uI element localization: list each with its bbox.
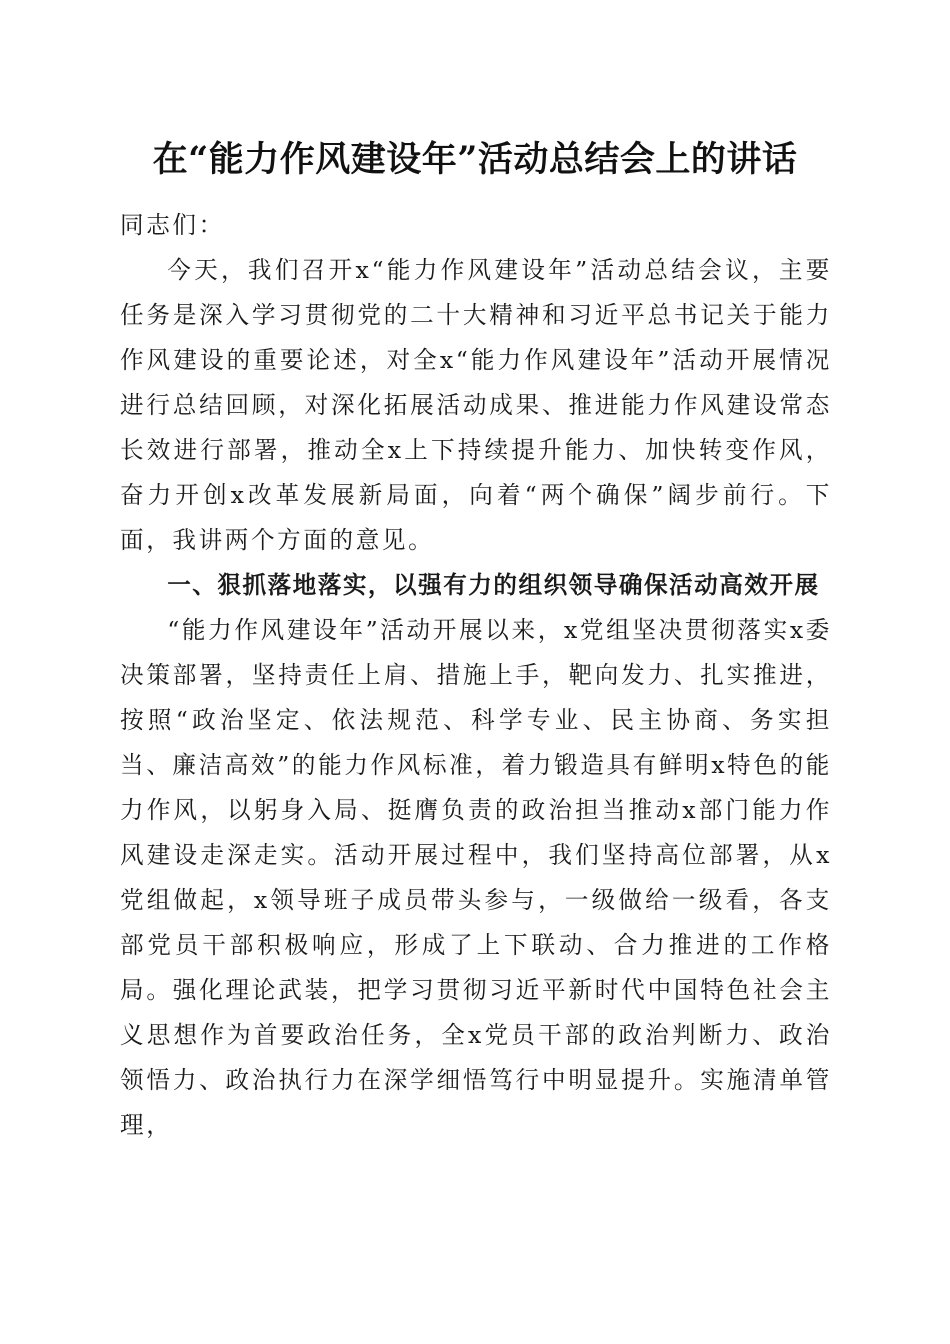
section-heading: 一、狠抓落地落实，以强有力的组织领导确保活动高效开展: [167, 571, 820, 599]
paragraph-section-one: “能力作风建设年”活动开展以来，x党组坚决贯彻落实x委决策部署，坚持责任上肩、措施上手，靶向发力、扎实推进，按照“政治坚定、依法规范、科学专业、民主协商、务实担当、廉洁高效”的能力作风标准，着力锻造具有鲜明x特色的能力作风，以躬身入局、挺膺负责的政治担当推动x部门能力作风建设走深走实。活动开展过程中，我们坚持高位部署，从x党组做起，x领导班子成员带头参与，一级做给一级看，各支部党员干部积极响应，形成了上下联动、合力推进的工作格局。强化理论武装，把学习贯彻习近平新时代中国特色社会主义思想作为首要政治任务，全x党员干部的政治判断力、政治领悟力、政治执行力在深学细悟笃行中明显提升。实施清单管理，: [120, 616, 832, 1139]
page-title: 在“能力作风建设年”活动总结会上的讲话: [152, 139, 798, 180]
document-body: [120, 203, 832, 1148]
salutation: 同志们：: [120, 211, 225, 239]
paragraph-intro: 今天，我们召开x“能力作风建设年”活动总结会议，主要任务是深入学习贯彻党的二十大精神和习近平总书记关于能力作风建设的重要论述，对全x“能力作风建设年”活动开展情况进行总结回顾，对深化拓展活动成果、推进能力作风建设常态长效进行部署，推动全x上下持续提升能力、加快转变作风，奋力开创x改革发展新局面，向着“两个确保”阔步前行。下面，我讲两个方面的意见。: [120, 256, 832, 554]
